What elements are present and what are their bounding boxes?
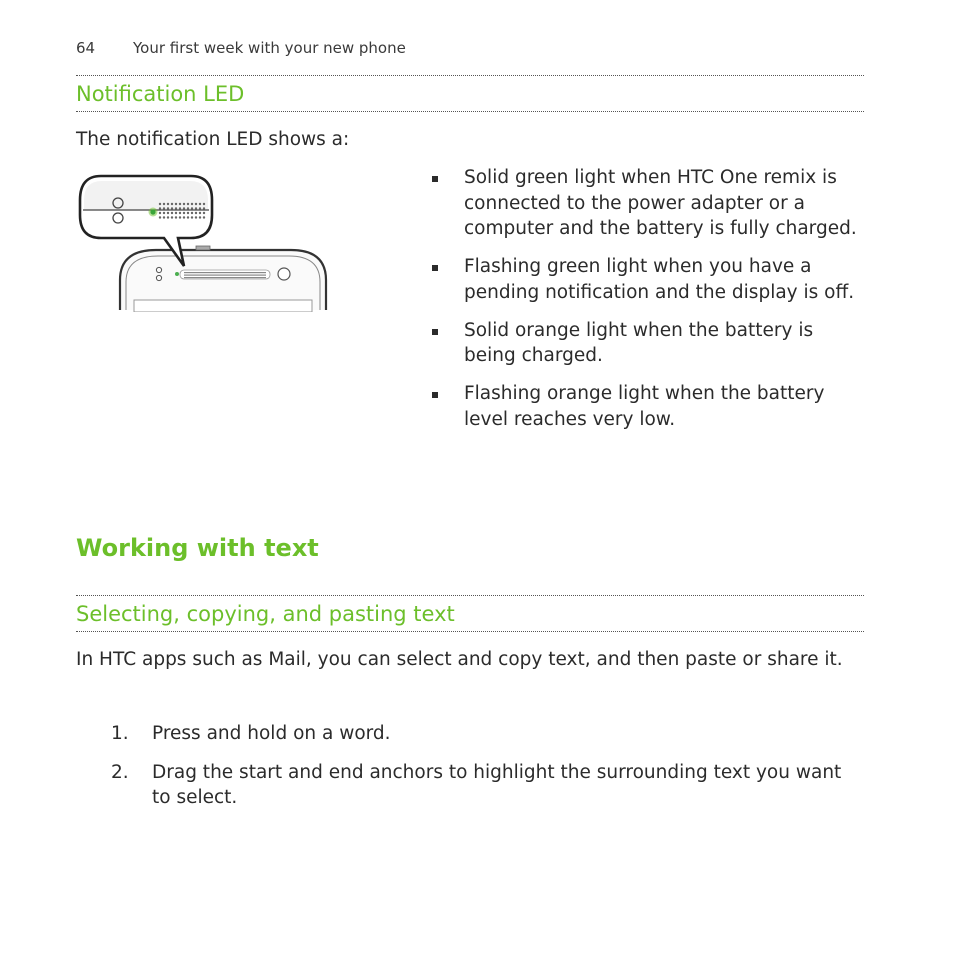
list-item (430, 254, 870, 305)
notification-led-heading: Notification LED (76, 82, 245, 106)
bullet-text: Solid orange light when the battery is being charged. (464, 319, 814, 366)
list-item (430, 318, 870, 369)
working-with-text-heading: Working with text (76, 534, 319, 562)
section-divider-bottom (76, 631, 864, 632)
list-item (108, 760, 848, 811)
bullet-icon (432, 176, 438, 182)
chapter-title: Your first week with your new phone (133, 39, 406, 57)
bullet-text: Flashing green light when you have a pending notification and the display is off. (464, 256, 855, 303)
list-item (430, 381, 870, 432)
bullet-icon (432, 329, 438, 335)
step-number: 2. (111, 761, 129, 783)
notification-led-intro: The notification LED shows a: (76, 129, 350, 150)
page-number: 64 (76, 39, 96, 57)
steps-list (108, 721, 848, 824)
step-text: Drag the start and end anchors to highlight the surrounding text you want to select. (152, 761, 842, 808)
section-divider-top (76, 75, 864, 76)
list-item (108, 721, 848, 747)
section-divider-bottom (76, 111, 864, 112)
selecting-heading: Selecting, copying, and pasting text (76, 602, 455, 626)
bullet-icon (432, 265, 438, 271)
section-divider-top (76, 595, 864, 596)
phone-led-illustration-icon (76, 170, 332, 312)
step-text: Press and hold on a word. (152, 723, 391, 744)
bullet-text: Flashing orange light when the battery level reaches very low. (464, 383, 825, 430)
led-bullet-list (430, 165, 870, 445)
bullet-text: Solid green light when HTC One remix is connected to the power adapter or a computer and the battery is fully charged. (464, 167, 857, 239)
list-item (430, 165, 870, 242)
selecting-intro: In HTC apps such as Mail, you can select and copy text, and then paste or share it. (76, 649, 843, 670)
bullet-icon (432, 392, 438, 398)
step-number: 1. (111, 723, 129, 744)
